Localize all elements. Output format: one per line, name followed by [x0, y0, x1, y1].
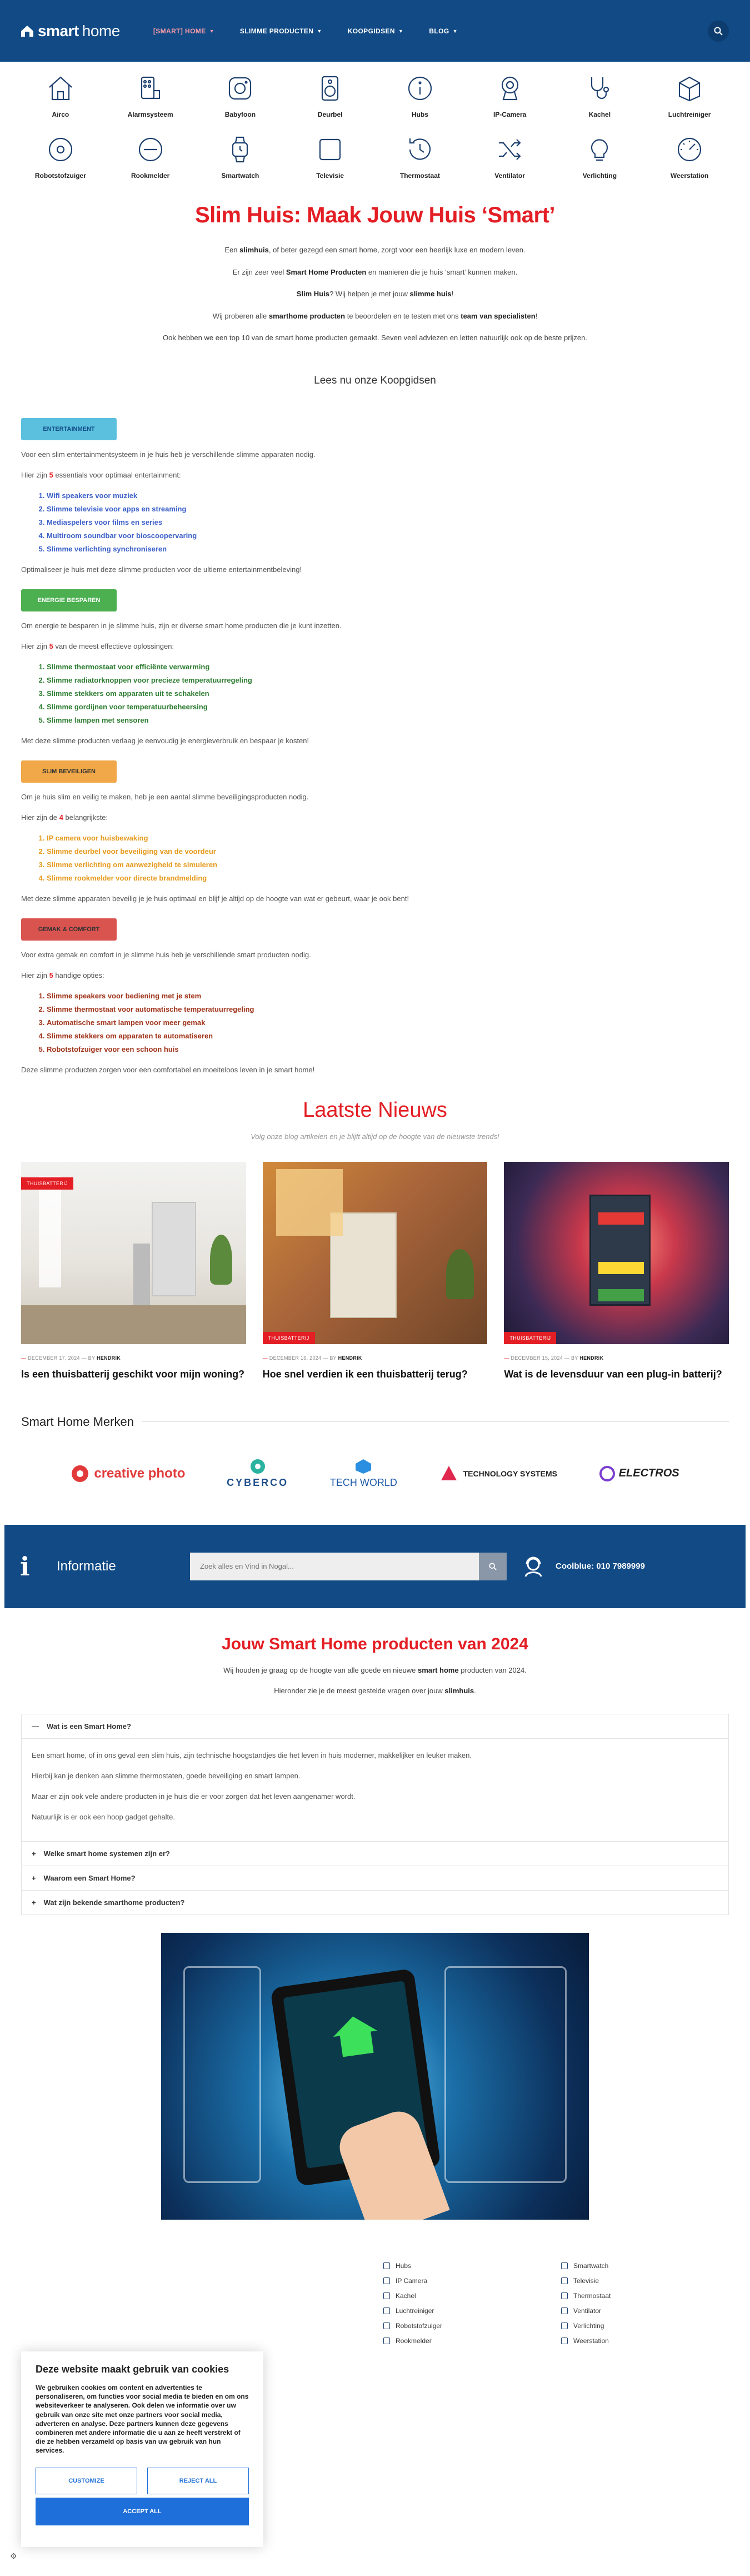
category-label: Luchtreiniger: [668, 111, 711, 118]
category-label: Rookmelder: [131, 172, 170, 180]
topic-list-item[interactable]: 2. Slimme radiatorknoppen voor precieze temperatuurregeling: [47, 676, 729, 684]
plus-icon: +: [32, 1849, 36, 1858]
logo-house-icon: [20, 24, 34, 38]
category-rookmelder[interactable]: [106, 135, 196, 180]
faq-question[interactable]: + Waarom een Smart Home?: [32, 1873, 136, 1882]
topic-button[interactable]: GEMAK & COMFORT: [21, 918, 117, 941]
topic-list-item[interactable]: 3. Automatische smart lampen voor meer gemak: [47, 1018, 729, 1027]
alarm-panel-icon: [136, 74, 165, 103]
category-mini-icon: [561, 2338, 568, 2344]
box-icon: [675, 74, 704, 103]
info-bar: [4, 1525, 746, 1608]
cookie-text: We gebruiken cookies om content en advertenties te personaliseren, om functies voor social media te bieden en om ons websiteverkeer te analyseren. Ook delen we informatie over uw gebruik van onze site met onze partners voor social media, adverteren en analyse. Deze partners kunnen deze gegevens combineren met andere informatie die u aan ze heeft verstrekt of die ze hebben verzameld op basis van uw gebruik van hun services.: [36, 2384, 249, 2455]
news-image[interactable]: [21, 1162, 246, 1344]
news-title: Laatste Nieuws: [303, 1098, 447, 1122]
nav-label: [SMART] HOME: [153, 27, 206, 35]
nav-koopgidsen[interactable]: [348, 27, 404, 35]
nav-label: SLIMME PRODUCTEN: [239, 27, 314, 35]
topic-section: [21, 918, 729, 1074]
disc-icon: [46, 135, 75, 164]
bulb-icon: [585, 135, 614, 164]
minus-circle-icon: [136, 135, 165, 164]
intro-section: [0, 180, 750, 387]
koopgidsen-cta: [0, 375, 750, 387]
news-meta: — DECEMBER 15, 2024 — BY HENDRIK: [504, 1355, 604, 1361]
cookie-accept-button[interactable]: ACCEPT ALL: [36, 2498, 249, 2525]
cookie-settings-icon[interactable]: ⚙: [10, 2552, 17, 2560]
topic-list-item[interactable]: 4. Slimme gordijnen voor temperatuurbeheersing: [47, 703, 729, 711]
square-icon: [316, 135, 344, 164]
topic-list: [21, 834, 729, 882]
search-icon: [489, 1563, 497, 1570]
footer-links-col1: [383, 2262, 442, 2352]
category-smartwatch[interactable]: [196, 135, 286, 180]
techworld-logo-icon: [354, 1458, 373, 1475]
category-label: Hubs: [411, 111, 428, 118]
topic-count: Hier zijn 5 essentials voor optimaal entertainment:: [21, 470, 181, 479]
footer-link[interactable]: Hubs: [383, 2262, 442, 2270]
intro-paragraph: Slim Huis? Wij helpen je met jouw slimme huis!: [296, 290, 454, 298]
coolblue-contact[interactable]: [521, 1554, 645, 1579]
faq-answer-text: Maar er zijn ook vele andere producten in je huis die er voor zorgen dat het leven aangenamer wordt.: [32, 1792, 356, 1801]
faq-question[interactable]: + Wat zijn bekende smarthome producten?: [32, 1898, 185, 1907]
intro-paragraph: Wij proberen alle smarthome producten te beoordelen en te testen met ons team van specialisten!: [212, 311, 538, 320]
faq-answer-text: Natuurlijk is er ook een hoop gadget gehalte.: [32, 1812, 176, 1821]
faq-item: [22, 1891, 728, 1914]
products-paragraph: Wij houden je graag op de hoogte van alle goede en nieuwe smart home producten van 2024.: [223, 1665, 527, 1674]
category-label: Thermostaat: [399, 172, 440, 180]
topic-list-item[interactable]: 1. Slimme speakers voor bediening met je stem: [47, 992, 729, 1000]
footer-link[interactable]: Smartwatch: [561, 2262, 611, 2270]
category-mini-icon: [561, 2323, 568, 2329]
category-mini-icon: [383, 2308, 390, 2314]
brands-heading-text: Smart Home Merken: [21, 1414, 134, 1429]
faq-answer: [22, 1738, 728, 1841]
category-grid: [0, 62, 750, 180]
topic-list-item[interactable]: 5. Robotstofzuiger voor een schoon huis: [47, 1045, 729, 1053]
category-televisie[interactable]: [285, 135, 375, 180]
footer-link[interactable]: IP Camera: [383, 2277, 442, 2285]
camera-logo-icon: [71, 1464, 89, 1483]
topic-list: [21, 992, 729, 1053]
chevron-down-icon: ▼: [452, 28, 458, 34]
faq-question[interactable]: + Welke smart home systemen zijn er?: [32, 1849, 170, 1858]
category-kachel[interactable]: [555, 74, 645, 118]
cookie-title: Deze website maakt gebruik van cookies: [36, 2364, 229, 2375]
intro-paragraph: Er zijn zeer veel Smart Home Producten en manieren die je huis ‘smart’ kunnen maken.: [232, 267, 518, 276]
category-label: Weerstation: [670, 172, 709, 180]
category-label: Airco: [52, 111, 69, 118]
nav-label: BLOG: [429, 27, 449, 35]
news-meta: — DECEMBER 16, 2024 — BY HENDRIK: [262, 1355, 362, 1361]
cookie-banner: [21, 2351, 263, 2547]
cookie-customize-button[interactable]: CUSTOMIZE: [36, 2468, 137, 2494]
category-airco[interactable]: [16, 74, 106, 118]
topic-list-item[interactable]: 5. Slimme lampen met sensoren: [47, 716, 729, 724]
footer-link[interactable]: Robotstofzuiger: [383, 2322, 442, 2330]
topic-intro: Om je huis slim en veilig te maken, heb je een aantal slimme beveiligingsproducten nodig.: [21, 792, 309, 801]
news-card[interactable]: [504, 1162, 729, 1380]
category-label: Robotstofzuiger: [34, 172, 86, 180]
speaker-icon: [316, 74, 344, 103]
topic-outro: Met deze slimme apparaten beveilig je je huis optimaal en blijf je altijd op de hoogte van wat er gebeurt, waar je ook bent!: [21, 894, 409, 903]
stethoscope-icon: [585, 74, 614, 103]
category-mini-icon: [561, 2292, 568, 2299]
category-mini-icon: [383, 2338, 390, 2344]
category-mini-icon: [561, 2308, 568, 2314]
footer-link[interactable]: Weerstation: [561, 2337, 611, 2345]
info-label: Informatie: [57, 1558, 116, 1574]
category-label: IP-Camera: [493, 111, 527, 118]
watch-icon: [226, 135, 254, 164]
category-label: Ventilator: [494, 172, 525, 180]
techsys-logo-icon: [439, 1464, 459, 1484]
electros-logo-icon: [599, 1465, 616, 1482]
shuffle-icon: [496, 135, 524, 164]
topic-button[interactable]: SLIM BEVEILIGEN: [21, 760, 117, 783]
footer-link[interactable]: Kachel: [383, 2292, 442, 2300]
topic-section: [21, 589, 729, 745]
cookie-reject-button[interactable]: REJECT ALL: [147, 2468, 249, 2494]
topic-list: [21, 663, 729, 724]
nav-smart-home[interactable]: [153, 27, 214, 35]
plus-icon: +: [32, 1873, 36, 1882]
topic-list-item[interactable]: 1. IP camera voor huisbewaking: [47, 834, 729, 842]
topic-count: Hier zijn 5 van de meest effectieve oplossingen:: [21, 641, 174, 650]
history-icon: [406, 135, 434, 164]
brand-logo-creative-photo[interactable]: creative photo: [71, 1464, 185, 1483]
cookie-buttons: [36, 2468, 249, 2494]
footer-link[interactable]: Verlichting: [561, 2322, 611, 2330]
category-hubs[interactable]: [375, 74, 465, 118]
topic-outro: Optimaliseer je huis met deze slimme producten voor de ultieme entertainmentbeleving!: [21, 565, 302, 574]
header-search-button[interactable]: [708, 21, 729, 42]
category-mini-icon: [383, 2277, 390, 2284]
footer-links-col2: [561, 2262, 611, 2352]
headset-icon: [521, 1554, 546, 1579]
category-label: Babyfoon: [224, 111, 256, 118]
faq-item: [22, 1842, 728, 1866]
topic-intro: Voor een slim entertainmentsysteem in je huis heb je verschillende slimme apparaten nodig.: [21, 450, 316, 459]
topic-count: Hier zijn de 4 belangrijkste:: [21, 813, 108, 822]
search-icon: [714, 27, 723, 36]
category-mini-icon: [383, 2323, 390, 2329]
house-icon: [46, 74, 75, 103]
category-luchtreiniger[interactable]: [644, 74, 734, 118]
topic-list-item[interactable]: 4. Multiroom soundbar voor bioscoopervaring: [47, 531, 729, 540]
topic-list: [21, 491, 729, 553]
site-header: [0, 0, 750, 62]
koopgidsen-link[interactable]: Koopgidsen: [380, 374, 436, 386]
coolblue-text: Coolblue: 010 7989999: [556, 1561, 645, 1571]
topic-list-item[interactable]: 1. Slimme thermostaat voor efficiënte verwarming: [47, 663, 729, 671]
logo-text-home: home: [82, 22, 120, 39]
cyberco-logo-icon: [248, 1458, 268, 1475]
topic-list-item[interactable]: 1. Wifi speakers voor muziek: [47, 491, 729, 500]
news-image[interactable]: [504, 1162, 729, 1344]
category-alarmsysteem[interactable]: [106, 74, 196, 118]
faq-item: [22, 1866, 728, 1891]
plus-icon: +: [32, 1898, 36, 1907]
nav-blog[interactable]: [429, 27, 458, 35]
topic-list-item[interactable]: 5. Slimme verlichting synchroniseren: [47, 545, 729, 553]
news-headline[interactable]: Hoe snel verdien ik een thuisbatterij terug?: [262, 1368, 468, 1380]
chevron-down-icon: ▼: [317, 28, 322, 34]
topic-button[interactable]: ENTERTAINMENT: [21, 418, 117, 440]
info-search-button[interactable]: [479, 1553, 507, 1580]
category-thermostaat[interactable]: [375, 135, 465, 180]
topic-intro: Om energie te besparen in je slimme huis, zijn er diverse smart home producten die je kunt inzetten.: [21, 621, 342, 630]
main-nav: [153, 27, 458, 35]
webcam-icon: [496, 74, 524, 103]
news-card[interactable]: [21, 1162, 246, 1380]
topic-count: Hier zijn 5 handige opties:: [21, 971, 104, 979]
brand-logo-tech-world[interactable]: TECH WORLD: [330, 1458, 397, 1489]
news-meta: — DECEMBER 17, 2024 — BY HENDRIK: [21, 1355, 121, 1361]
topic-intro: Voor extra gemak en comfort in je slimme huis heb je verschillende smart producten nodig.: [21, 950, 311, 959]
nav-slimme-producten[interactable]: [240, 27, 322, 35]
topic-list-item[interactable]: 2. Slimme thermostaat voor automatische temperatuurregeling: [47, 1005, 729, 1013]
brand-logo-cyberco[interactable]: CYBERCO: [227, 1458, 288, 1489]
category-label: Smartwatch: [221, 172, 259, 180]
topic-list-item[interactable]: 4. Slimme rookmelder voor directe brandmelding: [47, 874, 729, 882]
info-search-input[interactable]: [190, 1553, 479, 1580]
category-ventilator[interactable]: [465, 135, 555, 180]
category-mini-icon: [383, 2292, 390, 2299]
logo-text-smart: smart: [38, 22, 79, 39]
topic-outro: Deze slimme producten zorgen voor een comfortabel en moeiteloos leven in je smart home!: [21, 1065, 315, 1074]
minus-icon: —: [32, 1722, 39, 1730]
footer-link[interactable]: Thermostaat: [561, 2292, 611, 2300]
intro-paragraph: Ook hebben we een top 10 van de smart home producten gemaakt. Seven veel adviezen en letten natuurlijk ook op de beste prijzen.: [163, 334, 587, 342]
topic-list-item[interactable]: 2. Slimme deurbel voor beveiliging van de voordeur: [47, 847, 729, 856]
products-title: Jouw Smart Home producten van 2024: [222, 1634, 528, 1653]
category-label: Alarmsysteem: [127, 111, 173, 118]
faq-answer-text: Een smart home, of in ons geval een slim huis, zijn technische hoogstandjes die het leven in huis moderner, makkelijker en leuker maken.: [32, 1751, 472, 1759]
faq-accordion: [21, 1714, 729, 1915]
faq-question[interactable]: — Wat is een Smart Home?: [32, 1722, 131, 1730]
category-label: Verlichting: [582, 172, 617, 180]
products-paragraph: Hieronder zie je de meest gestelde vragen over jouw slimhuis.: [274, 1686, 476, 1695]
brands-heading: [0, 1380, 750, 1429]
faq-answer-text: Hierbij kan je denken aan slimme thermostaten, goede beveiliging en smart lampen.: [32, 1771, 301, 1780]
topic-sections: [0, 387, 750, 1074]
news-tag[interactable]: THUISBATTERIJ: [504, 1332, 556, 1344]
intro-paragraph: Een slimhuis, of beter gezegd een smart home, zorgt voor een heerlijk luxe en modern leven.: [224, 246, 526, 254]
brands-row: [0, 1429, 750, 1496]
category-robotstofzuiger[interactable]: [16, 135, 106, 180]
news-image[interactable]: [263, 1162, 488, 1344]
topic-list-item[interactable]: 2. Slimme televisie voor apps en streaming: [47, 505, 729, 513]
topic-list-item[interactable]: 3. Slimme stekkers om apparaten uit te schakelen: [47, 689, 729, 698]
brand-logo-technology-systems[interactable]: TECHNOLOGY SYSTEMS: [439, 1464, 557, 1484]
site-logo[interactable]: [20, 22, 120, 40]
category-verlichting[interactable]: [555, 135, 645, 180]
category-mini-icon: [561, 2277, 568, 2284]
smart-home-tablet-image: [161, 1933, 589, 2220]
nav-label: KOOPGIDSEN: [347, 27, 395, 35]
topic-section: [21, 760, 729, 903]
topic-button[interactable]: ENERGIE BESPAREN: [21, 589, 117, 611]
topic-section: [21, 418, 729, 574]
news-tag[interactable]: THUISBATTERIJ: [21, 1177, 73, 1190]
category-ip-camera[interactable]: [465, 74, 555, 118]
footer-link[interactable]: Luchtreiniger: [383, 2307, 442, 2315]
camera-icon: [226, 74, 254, 103]
topic-list-item[interactable]: 4. Slimme stekkers om apparaten te automatiseren: [47, 1032, 729, 1040]
divider: [142, 1421, 729, 1422]
gauge-icon: [675, 135, 704, 164]
category-label: Televisie: [316, 172, 344, 180]
topic-list-item[interactable]: 3. Slimme verlichting om aanwezigheid te simuleren: [47, 861, 729, 869]
info-icon: i: [20, 1551, 30, 1582]
category-mini-icon: [561, 2262, 568, 2269]
category-babyfoon[interactable]: [196, 74, 286, 118]
footer-link[interactable]: Ventilator: [561, 2307, 611, 2315]
category-label: Kachel: [588, 111, 611, 118]
chevron-down-icon: ▼: [209, 28, 214, 34]
brand-logo-electros[interactable]: ELECTROS: [599, 1465, 679, 1482]
cta-text: Lees nu onze: [314, 374, 381, 386]
footer-link[interactable]: Televisie: [561, 2277, 611, 2285]
category-label: Deurbel: [317, 111, 343, 118]
news-section: [0, 1098, 750, 1380]
topic-outro: Met deze slimme producten verlaag je eenvoudig je energieverbruik en bespaar je kosten!: [21, 736, 309, 745]
chevron-down-icon: ▼: [398, 28, 404, 34]
news-headline[interactable]: Is een thuisbatterij geschikt voor mijn woning?: [21, 1368, 245, 1380]
category-weerstation[interactable]: [644, 135, 734, 180]
page-title: Slim Huis: Maak Jouw Huis ‘Smart’: [194, 203, 556, 227]
info-icon: [406, 74, 434, 103]
footer-link[interactable]: Rookmelder: [383, 2337, 442, 2345]
news-headline[interactable]: Wat is de levensduur van een plug-in batterij?: [504, 1368, 722, 1380]
category-deurbel[interactable]: [285, 74, 375, 118]
news-grid: [0, 1141, 750, 1380]
faq-item: [22, 1714, 728, 1842]
news-tag[interactable]: THUISBATTERIJ: [263, 1332, 315, 1344]
news-card[interactable]: [263, 1162, 488, 1380]
news-subtitle: Volg onze blog artikelen en je blijft altijd op de hoogte van de nieuwste trends!: [251, 1132, 499, 1141]
topic-list-item[interactable]: 3. Mediaspelers voor films en series: [47, 518, 729, 526]
category-mini-icon: [383, 2262, 390, 2269]
